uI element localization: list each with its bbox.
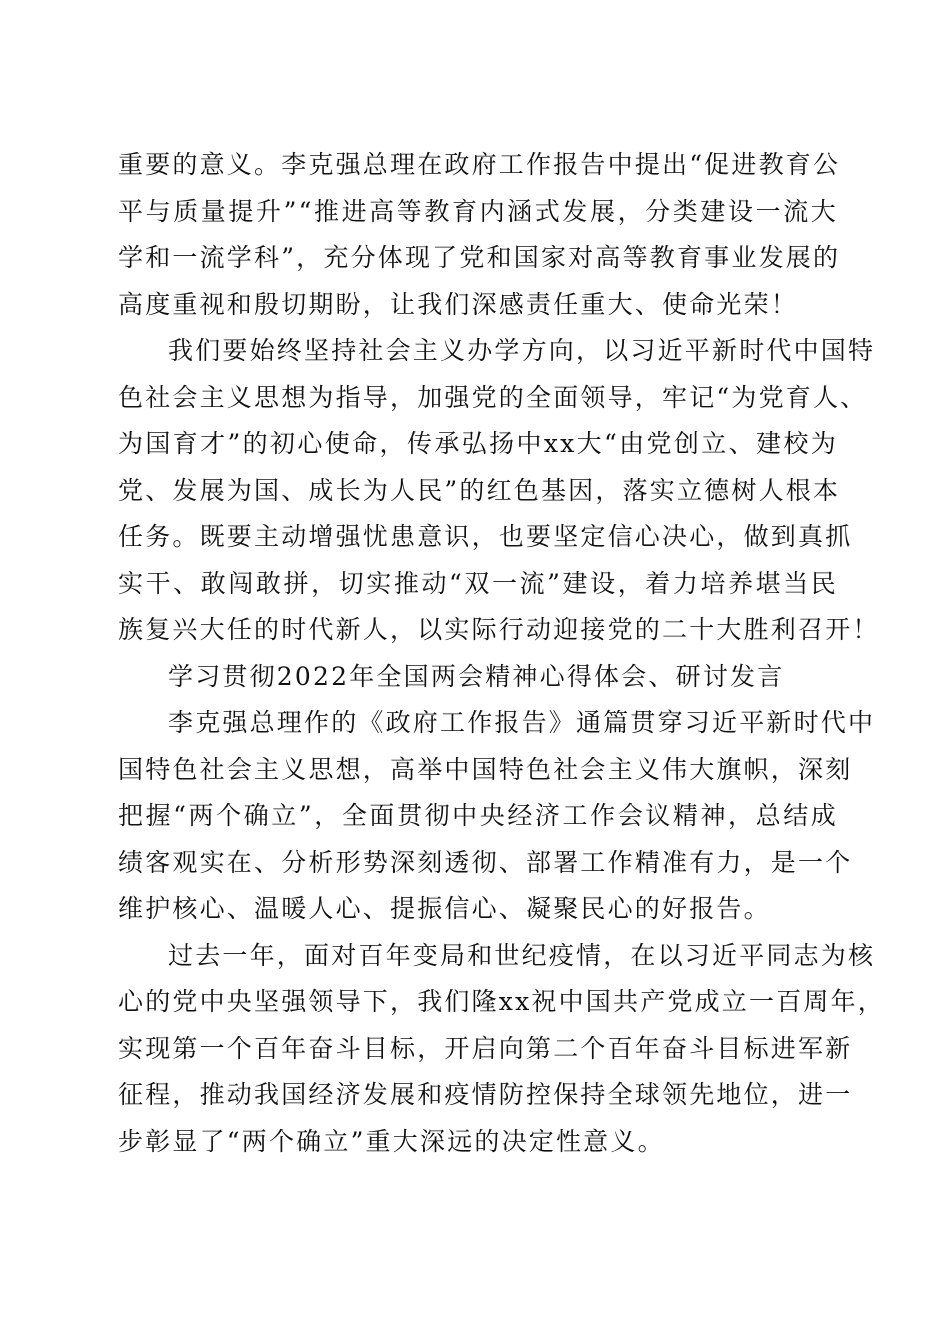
text-line: 李克强总理作的《政府工作报告》通篇贯穿习近平新时代中: [168, 708, 876, 737]
text-line: 高度重视和殷切期盼，让我们深感责任重大、使命光荣！: [118, 289, 799, 319]
text-line: 心的党中央坚强领导下，我们隆xx祝中国共产党成立一百周年，: [118, 987, 886, 1016]
text-line: 重要的意义。李克强总理在政府工作报告中提出“促进教育公: [118, 150, 841, 179]
text-line: 学和一流学科”，充分体现了党和国家对高等教育事业发展的: [118, 243, 841, 272]
text-line: 任务。既要主动增强忧患意识，也要坚定信心决心，做到真抓: [118, 522, 853, 551]
text-line: 步彰显了“两个确立”重大深远的决定性意义。: [118, 1126, 665, 1156]
paragraph-3-heading: [118, 654, 838, 701]
text-line: 国特色社会主义思想，高举中国特色社会主义伟大旗帜，深刻: [118, 754, 853, 784]
text-line: 征程，推动我国经济发展和疫情防控保持全球领先地位，进一: [118, 1080, 853, 1109]
paragraph-5: [118, 933, 886, 1166]
text-line: 实现第一个百年奋斗目标，开启向第二个百年奋斗目标进军新: [118, 1033, 853, 1063]
text-line: 学习贯彻2022年全国两会精神心得体会、研讨发言: [168, 661, 785, 691]
text-line: 党、发展为国、成长为人民”的红色基因，落实立德树人根本: [118, 475, 841, 505]
text-line: 我们要始终坚持社会主义办学方向，以习近平新时代中国特: [168, 336, 876, 365]
text-line: 平与质量提升”“推进高等教育内涵式发展，分类建设一流大: [118, 196, 838, 226]
text-line: 族复兴大任的时代新人，以实际行动迎接党的二十大胜利召开！: [118, 615, 880, 644]
text-line: 实干、敢闯敢拼，切实推动“双一流”建设，着力培养堪当民: [118, 568, 838, 598]
text-line: 绩客观实在、分析形势深刻透彻、部署工作精准有力，是一个: [118, 847, 853, 877]
paragraph-1: [118, 142, 841, 328]
text-line: 把握“两个确立”，全面贯彻中央经济工作会议精神，总结成: [118, 801, 838, 830]
paragraph-2: [118, 328, 880, 654]
document-body: [118, 142, 886, 1165]
text-line: 色社会主义思想为指导，加强党的全面领导，牢记“为党育人、: [118, 382, 868, 412]
text-line: 过去一年，面对百年变局和世纪疫情，在以习近平同志为核: [168, 940, 876, 970]
text-line: 维护核心、温暖人心、提振信心、凝聚民心的好报告。: [118, 894, 771, 923]
paragraph-4: [118, 700, 876, 933]
text-line: 为国育才”的初心使命，传承弘扬中xx大“由党创立、建校为: [118, 429, 838, 458]
